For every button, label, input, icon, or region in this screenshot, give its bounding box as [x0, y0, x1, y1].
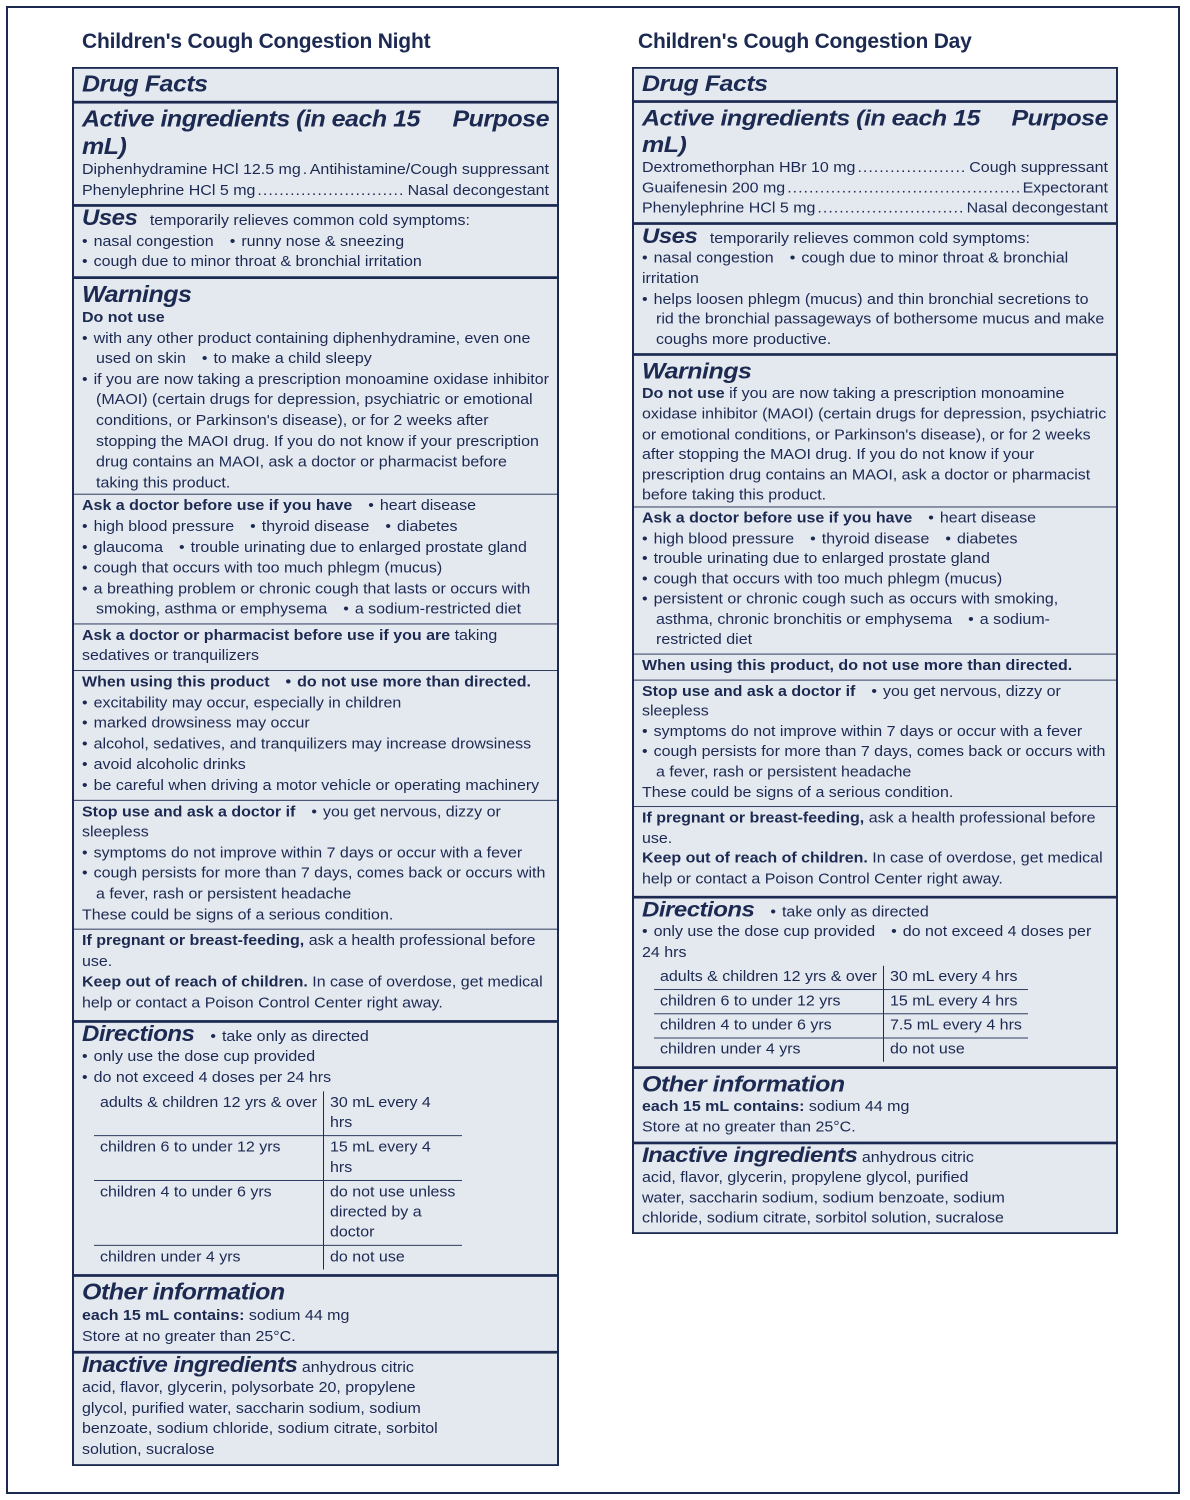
day-dosing-table: [654, 966, 1028, 1062]
night-directions-heading: Directions: [82, 1021, 195, 1047]
list-item: • nasal congestion: [642, 251, 774, 266]
night-ask-doctor-block: [74, 494, 557, 623]
ingredient-name: Guaifenesin 200 mg: [642, 180, 786, 196]
table-row: [654, 1038, 1028, 1062]
ingredient-purpose: Expectorant: [1022, 180, 1108, 196]
list-item: • to make a child sleepy: [202, 351, 372, 367]
night-active-heading: Active ingredients (in each 15 mL): [82, 106, 420, 160]
night-drug-facts-panel: [72, 67, 559, 1466]
day-keep-out-text: In case of overdose, get medical help or contact a Poison Control Center right away.: [642, 851, 1103, 887]
list-item: • thyroid disease: [810, 531, 929, 546]
day-pregnant-text: ask a health professional before use.: [642, 810, 1096, 847]
day-drug-facts-panel: [632, 67, 1118, 1234]
list-item: • symptoms do not improve within 7 days or occur with a fever: [642, 724, 1082, 739]
day-warnings-heading: Warnings: [642, 358, 752, 384]
night-ask-pharmacist-block: [74, 623, 557, 670]
list-item: • glaucoma: [82, 540, 163, 556]
night-stop-use: Stop use and ask a doctor if: [82, 804, 296, 820]
table-cell-age: children under 4 yrs: [94, 1246, 324, 1270]
day-store: Store at no greater than 25°C.: [642, 1120, 856, 1136]
table-cell-dose: 15 mL every 4 hrs: [324, 1136, 463, 1181]
night-serious-note: These could be signs of a serious condition.: [82, 907, 394, 923]
list-item: • heart disease: [368, 499, 476, 515]
table-cell-age: children 6 to under 12 yrs: [654, 990, 884, 1014]
table-cell-age: children 4 to under 6 yrs: [94, 1181, 324, 1246]
day-ask-doctor: Ask a doctor before use if you have: [642, 510, 913, 527]
list-item: • cough due to minor throat & bronchial irritation: [642, 251, 1068, 287]
table-cell-age: children 4 to under 6 yrs: [654, 1014, 884, 1038]
list-item: • a sodium-restricted diet: [656, 612, 1050, 648]
list-item: • cough that occurs with too much phlegm (mucus): [642, 572, 1002, 587]
day-when-using: When using this product, do not use more than directed.: [642, 658, 1073, 674]
night-other-heading: Other information: [82, 1279, 285, 1306]
night-active-ingredients-section: [74, 101, 557, 204]
night-keep-out-bold: Keep out of reach of children.: [82, 974, 308, 991]
list-item: • you get nervous, dizzy or sleepless: [82, 804, 501, 840]
night-other-text: sodium 44 mg: [248, 1308, 350, 1324]
table-row: [94, 1136, 462, 1181]
day-drug-facts-title: Drug Facts: [642, 71, 768, 97]
list-item: • runny nose & sneezing: [230, 234, 404, 250]
ingredient-name: Diphenhydramine HCl 12.5 mg: [82, 162, 301, 178]
day-do-not-use: Do not use: [642, 386, 725, 402]
ingredient-name: Dextromethorphan HBr 10 mg: [642, 160, 856, 176]
list-item: • cough persists for more than 7 days, comes back or occurs with a fever, rash or persistent headache: [82, 866, 545, 902]
list-item: • thyroid disease: [250, 519, 369, 535]
table-row: [654, 1014, 1028, 1038]
list-item: • persistent or chronic cough such as occurs with smoking, asthma, chronic bronchitis or emphysema: [642, 592, 1058, 628]
day-serious-note: These could be signs of a serious condition.: [642, 785, 954, 801]
day-ask-doctor-block: [634, 506, 1116, 653]
ingredient-purpose: Nasal decongestant: [966, 200, 1108, 217]
day-inactive-section: [634, 1141, 1116, 1232]
day-uses-heading: Uses: [642, 223, 698, 248]
day-uses-intro: temporarily relieves common cold symptoms:: [709, 230, 1030, 247]
night-inactive-section: [74, 1350, 557, 1463]
night-directions-section: [74, 1020, 557, 1275]
table-row: [94, 1246, 462, 1270]
night-dosing-table: [94, 1092, 462, 1270]
night-inactive-heading: Inactive ingredients: [82, 1352, 298, 1377]
list-item: • a sodium-restricted diet: [343, 602, 521, 618]
night-pregnant-block: [74, 929, 557, 1017]
table-cell-dose: 30 mL every 4 hrs: [330, 1095, 431, 1131]
day-inactive-text: anhydrous citric acid, flavor, glycerin, propylene glycol, purified water, saccharin sodium, sodium benzoate, sodium chloride, sodium citrate, sorbitol solution, sucralose: [642, 1150, 1005, 1227]
list-item: • you get nervous, dizzy or sleepless: [642, 684, 1061, 720]
list-item: • avoid alcoholic drinks: [82, 757, 246, 773]
table-cell-dose: do not use unless directed by a doctor: [324, 1181, 463, 1246]
list-item: • trouble urinating due to enlarged prostate gland: [642, 551, 990, 566]
night-other-bold: each 15 mL contains:: [82, 1308, 245, 1324]
day-ingredient-row: [642, 179, 1108, 199]
night-ingredient-row: [82, 181, 549, 202]
ingredient-name: Phenylephrine HCl 5 mg: [82, 182, 256, 199]
list-item: • with any other product containing diphenhydramine, even one used on skin: [82, 331, 530, 367]
day-directions-section: [634, 895, 1116, 1066]
day-active-ingredients-section: [634, 100, 1116, 222]
list-item: • high blood pressure: [82, 519, 234, 535]
day-drug-facts-header: [634, 69, 1116, 100]
night-drug-facts-header: [74, 69, 557, 101]
night-ask-pharmacist-text: taking sedatives or tranquilizers: [82, 627, 498, 665]
night-when-using-block: [74, 670, 557, 799]
night-inactive-text: anhydrous citric acid, flavor, glycerin, polysorbate 20, propylene glycol, purified water, saccharin sodium, sodium benzoate, sodium chloride, sodium citrate, sorbitol solution, sucralose: [82, 1359, 438, 1458]
list-item: • helps loosen phlegm (mucus) and thin bronchial secretions to rid the bronchial passageways of bothersome mucus and make coughs more productive.: [642, 292, 1104, 348]
list-item: • diabetes: [945, 531, 1017, 546]
table-row: [94, 1181, 462, 1246]
night-ingredient-row: [82, 160, 549, 181]
night-pregnant-bold: If pregnant or breast-feeding,: [82, 933, 305, 949]
night-uses-heading: Uses: [82, 206, 138, 231]
night-ask-pharmacist: Ask a doctor or pharmacist before use if you are: [82, 627, 451, 644]
day-keep-out-bold: Keep out of reach of children.: [642, 851, 868, 867]
list-item: • excitability may occur, especially in children: [82, 695, 401, 711]
night-do-not-use: Do not use: [82, 310, 165, 326]
night-warnings-heading: Warnings: [82, 281, 192, 308]
list-item: • only use the dose cup provided: [82, 1049, 315, 1065]
day-active-heading: Active ingredients (in each 15 mL): [642, 105, 980, 158]
night-other-info-section: [74, 1274, 557, 1350]
day-ingredient-row: [642, 158, 1108, 178]
day-pregnant-block: [634, 806, 1116, 892]
table-cell-age: adults & children 12 yrs & over: [654, 966, 884, 990]
table-cell-dose: do not use: [884, 1038, 1028, 1062]
table-cell-dose: 30 mL every 4 hrs: [890, 969, 1018, 985]
day-other-bold: each 15 mL contains:: [642, 1099, 805, 1116]
list-item: • only use the dose cup provided: [642, 925, 875, 940]
list-item: • take only as directed: [770, 904, 928, 919]
list-item: • do not exceed 4 doses per 24 hrs: [82, 1070, 331, 1086]
ingredient-name: Phenylephrine HCl 5 mg: [642, 200, 816, 217]
list-item: • cough due to minor throat & bronchial irritation: [82, 255, 422, 271]
table-cell-age: children under 4 yrs: [654, 1038, 884, 1062]
ingredient-purpose: Nasal decongestant: [407, 182, 549, 199]
day-uses-section: [634, 222, 1116, 353]
list-item: • be careful when driving a motor vehicle or operating machinery: [82, 778, 539, 794]
day-ingredient-row: [642, 199, 1108, 219]
day-other-info-section: [634, 1067, 1116, 1142]
night-product-title: Children's Cough Congestion Night: [82, 30, 431, 53]
night-purpose-heading: Purpose: [452, 106, 549, 132]
day-warnings-section: [634, 353, 1116, 895]
list-item: • take only as directed: [210, 1029, 368, 1045]
list-item: • alcohol, sedatives, and tranquilizers may increase drowsiness: [82, 737, 531, 753]
night-stop-use-block: [74, 800, 557, 929]
list-item: • if you are now taking a prescription monoamine oxidase inhibitor (MAOI) (certain drugs for depression, psychiatric or emotional conditions, or Parkinson's disease), or for 2 weeks after stopping the MAOI drug. If you do not know if your prescription drug contains an MAOI, ask a doctor or pharmacist before taking this product.: [82, 372, 549, 491]
table-row: [654, 990, 1028, 1014]
table-cell-dose: 7.5 mL every 4 hrs: [884, 1014, 1028, 1038]
list-item: • a breathing problem or chronic cough that lasts or occurs with smoking, asthma or emphysema: [82, 581, 530, 617]
day-stop-use-block: [634, 679, 1116, 806]
day-directions-heading: Directions: [642, 897, 755, 922]
list-item: • cough persists for more than 7 days, comes back or occurs with a fever, rash or persistent headache: [642, 745, 1105, 781]
table-cell-dose: 15 mL every 4 hrs: [884, 990, 1028, 1014]
day-purpose-heading: Purpose: [1011, 105, 1108, 131]
night-when-using: When using this product: [82, 674, 270, 691]
day-do-not-use-text: if you are now taking a prescription monoamine oxidase inhibitor (MAOI) (certain drugs for depression, psychiatric or emotional conditions, or Parkinson's disease), or for 2 weeks after stopping the MAOI drug. If you do not know if your prescription drug contains an MAOI, ask a doctor or pharmacist before taking this product.: [642, 386, 1107, 504]
day-when-using-block: [634, 654, 1116, 680]
table-row: [654, 966, 1028, 990]
list-item: • diabetes: [385, 519, 457, 535]
night-uses-intro: temporarily relieves common cold symptoms:: [149, 213, 470, 229]
night-warnings-section: [74, 276, 557, 1019]
list-item: • heart disease: [928, 511, 1036, 526]
night-uses-section: [74, 204, 557, 276]
table-cell-age: children 6 to under 12 yrs: [94, 1136, 324, 1181]
list-item: • trouble urinating due to enlarged prostate gland: [179, 540, 527, 556]
day-stop-use: Stop use and ask a doctor if: [642, 683, 856, 700]
night-pregnant-text: ask a health professional before use.: [82, 933, 536, 970]
list-item: • cough that occurs with too much phlegm (mucus): [82, 561, 442, 577]
list-item: • high blood pressure: [642, 531, 794, 546]
list-item: • symptoms do not improve within 7 days or occur with a fever: [82, 845, 522, 861]
table-row: [94, 1092, 462, 1136]
day-other-heading: Other information: [642, 1071, 845, 1098]
night-ask-doctor: Ask a doctor before use if you have: [82, 498, 353, 515]
list-item: • marked drowsiness may occur: [82, 716, 310, 732]
night-store: Store at no greater than 25°C.: [82, 1328, 296, 1345]
table-cell-dose: do not use: [324, 1246, 463, 1270]
day-pregnant-bold: If pregnant or breast-feeding,: [642, 810, 865, 827]
night-drug-facts-title: Drug Facts: [82, 71, 208, 98]
ingredient-purpose: Antihistamine/Cough suppressant: [309, 162, 549, 178]
night-keep-out-text: In case of overdose, get medical help or contact a Poison Control Center right away.: [82, 974, 543, 1011]
list-item: • do not exceed 4 doses per 24 hrs: [642, 925, 1091, 961]
day-other-text: sodium 44 mg: [808, 1099, 910, 1116]
day-product-title: Children's Cough Congestion Day: [638, 30, 972, 53]
list-item: • nasal congestion: [82, 234, 214, 250]
list-item: • do not use more than directed.: [286, 675, 531, 691]
ingredient-purpose: Cough suppressant: [969, 160, 1108, 176]
day-inactive-heading: Inactive ingredients: [642, 1143, 858, 1168]
table-cell-age: adults & children 12 yrs & over: [94, 1092, 324, 1136]
